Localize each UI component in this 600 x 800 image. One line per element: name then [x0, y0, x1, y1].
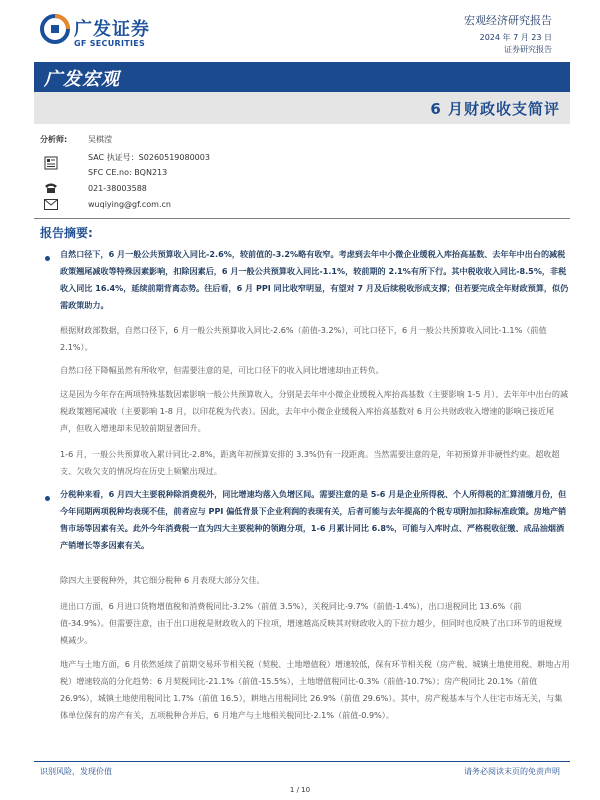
summary-key-point-1: 自然口径下，6 月一般公共预算收入同比-2.6%，较前值的-3.2%略有收窄。考虑到去年中小微企业缓税入库抬高基数、去年年中出台的减税政策翘尾减收等特殊因素影响，扣除因素后，6 月一般公共预算收入同比-1.1%，较前期的 2.1%有所下行。其中税收收入同比-8.5%，非税收入同比 16.4%，延续前期背离态势。往后看，6 月 PPI 同比收窄明显，有望对 7 月及后续税收形成支撑；但若要完成全年财政预算，似仍需政策助力。 — [60, 249, 569, 310]
summary-paragraph-5: 1-6 月，一般公共预算收入累计同比-2.8%，距离年初预算安排的 3.3%仍有一段距离。当然需要注意的是，年初预算并非硬性约束。超收超支、欠收欠支的情况均在历史上频繁出现过。 — [60, 449, 560, 476]
gf-logo-icon — [40, 14, 70, 44]
page-number: 1 / 10 — [289, 786, 311, 794]
report-subtype: 证券研究报告 — [504, 45, 552, 54]
summary-heading: 报告摘要: — [40, 226, 93, 240]
logo-chinese-name: 广发证券 — [74, 19, 150, 40]
summary-key-point-2: 分税种来看，6 月四大主要税种除消费税外，同比增速均落入负增区间。需要注意的是 5-6 月是企业所得税、个人所得税的汇算清缴月份，但今年同期两项税种均表现不佳，前者应与 PPI 偏低背景下企业利润的表现有关，后者可能与去年提高的个税专项附加扣除标准政策。房地产销售市场等因素有关。此外今年消费税一直为四大主要税种的领跑分项，1-6 月累计同比 6.8%，可能与入库时点、严格税收征缴、成品油烟酒产销增长等多因素有关。 — [60, 489, 567, 550]
contact-card-icon — [44, 156, 58, 170]
analyst-email[interactable]: wuqiying@gf.com.cn — [88, 200, 171, 209]
document-title: 6 月财政收支简评 — [430, 100, 560, 118]
section-divider — [34, 218, 570, 219]
footer-disclaimer: 请务必阅读末页的免责声明 — [464, 767, 560, 776]
summary-paragraph-7: 除四大主要税种外，其它细分税种 6 月表现大部分欠佳。 — [60, 575, 265, 585]
envelope-icon — [44, 199, 58, 210]
analyst-name: 吴棋滢 — [88, 135, 112, 144]
bullet-dot-icon — [45, 496, 50, 501]
summary-paragraph-3: 自然口径下降幅虽然有所收窄，但需要注意的是，可比口径下的收入同比增速却由正转负。 — [60, 365, 384, 375]
footer-slogan: 识别风险，发现价值 — [40, 767, 112, 776]
analyst-phone: 021-38003588 — [88, 184, 147, 193]
brand-title: 广发宏观 — [44, 69, 120, 90]
summary-paragraph-9: 地产与土地方面，6 月依然延续了前期交易环节相关税（契税、土地增值税）增速较低，保有环节相关税（房产税、城镇土地使用税、耕地占用税）增速较高的分化趋势：6 月契税同比-21.1%（前值-15.5%），土地增值税同比-0.3%（前值-10.7%）；房产税同比 20.1%（前值 26.9%），城镇土地使用税同比 1.7%（前值 16.5），耕地占用税同比 26.9%（前值 29.6%）。其中，房产税基本与个人住宅市场无关，与集体单位保有的房产有关，五项税种合并后，6 月地产与土地相关税同比-2.1%（前值-0.9%）。 — [60, 659, 570, 720]
summary-paragraph-8: 进出口方面，6 月进口货物增值税和消费税同比-3.2%（前值 3.5%），关税同比-9.7%（前值-1.4%），出口退税同比 13.6%（前值-34.9%）。但需要注意，由于出口退税是财政收入的下拉项，增速越高反映其对财政收入的下拉力越少，但同时也反映了出口环节的退税规模减少。 — [60, 601, 563, 645]
logo-english-name: GF SECURITIES — [74, 39, 146, 48]
summary-paragraph-2: 根据财政部数据，自然口径下，6 月一般公共预算收入同比-2.6%（前值-3.2%），可比口径下，6 月一般公共预算收入同比-1.1%（前值 2.1%）。 — [60, 325, 547, 352]
bullet-dot-icon — [45, 256, 50, 261]
footer-divider — [34, 761, 570, 762]
summary-paragraph-4: 这是因为今年存在两项特殊基数因素影响一般公共预算收入，分别是去年中小微企业缓税入库抬高基数（主要影响 1-5 月）、去年年中出台的减税政策翘尾减收（主要影响 1-8 月，以印花税为代表）。因此，去年中小微企业缓税入库抬高基数对 6 月公共财政收入增速的影响已接近尾声，但收入增速却未见较前期显著回升。 — [60, 389, 569, 433]
brand-banner — [34, 62, 570, 92]
title-band — [34, 92, 570, 124]
analyst-sac: SAC 执证号：S0260519080003 — [88, 153, 210, 162]
report-type: 宏观经济研究报告 — [464, 14, 552, 27]
analyst-label: 分析师: — [40, 135, 68, 144]
report-date: 2024 年 7 月 23 日 — [479, 33, 552, 42]
phone-icon — [44, 182, 58, 194]
company-logo — [40, 14, 165, 54]
analyst-sfc: SFC CE.no: BQN213 — [88, 168, 168, 177]
